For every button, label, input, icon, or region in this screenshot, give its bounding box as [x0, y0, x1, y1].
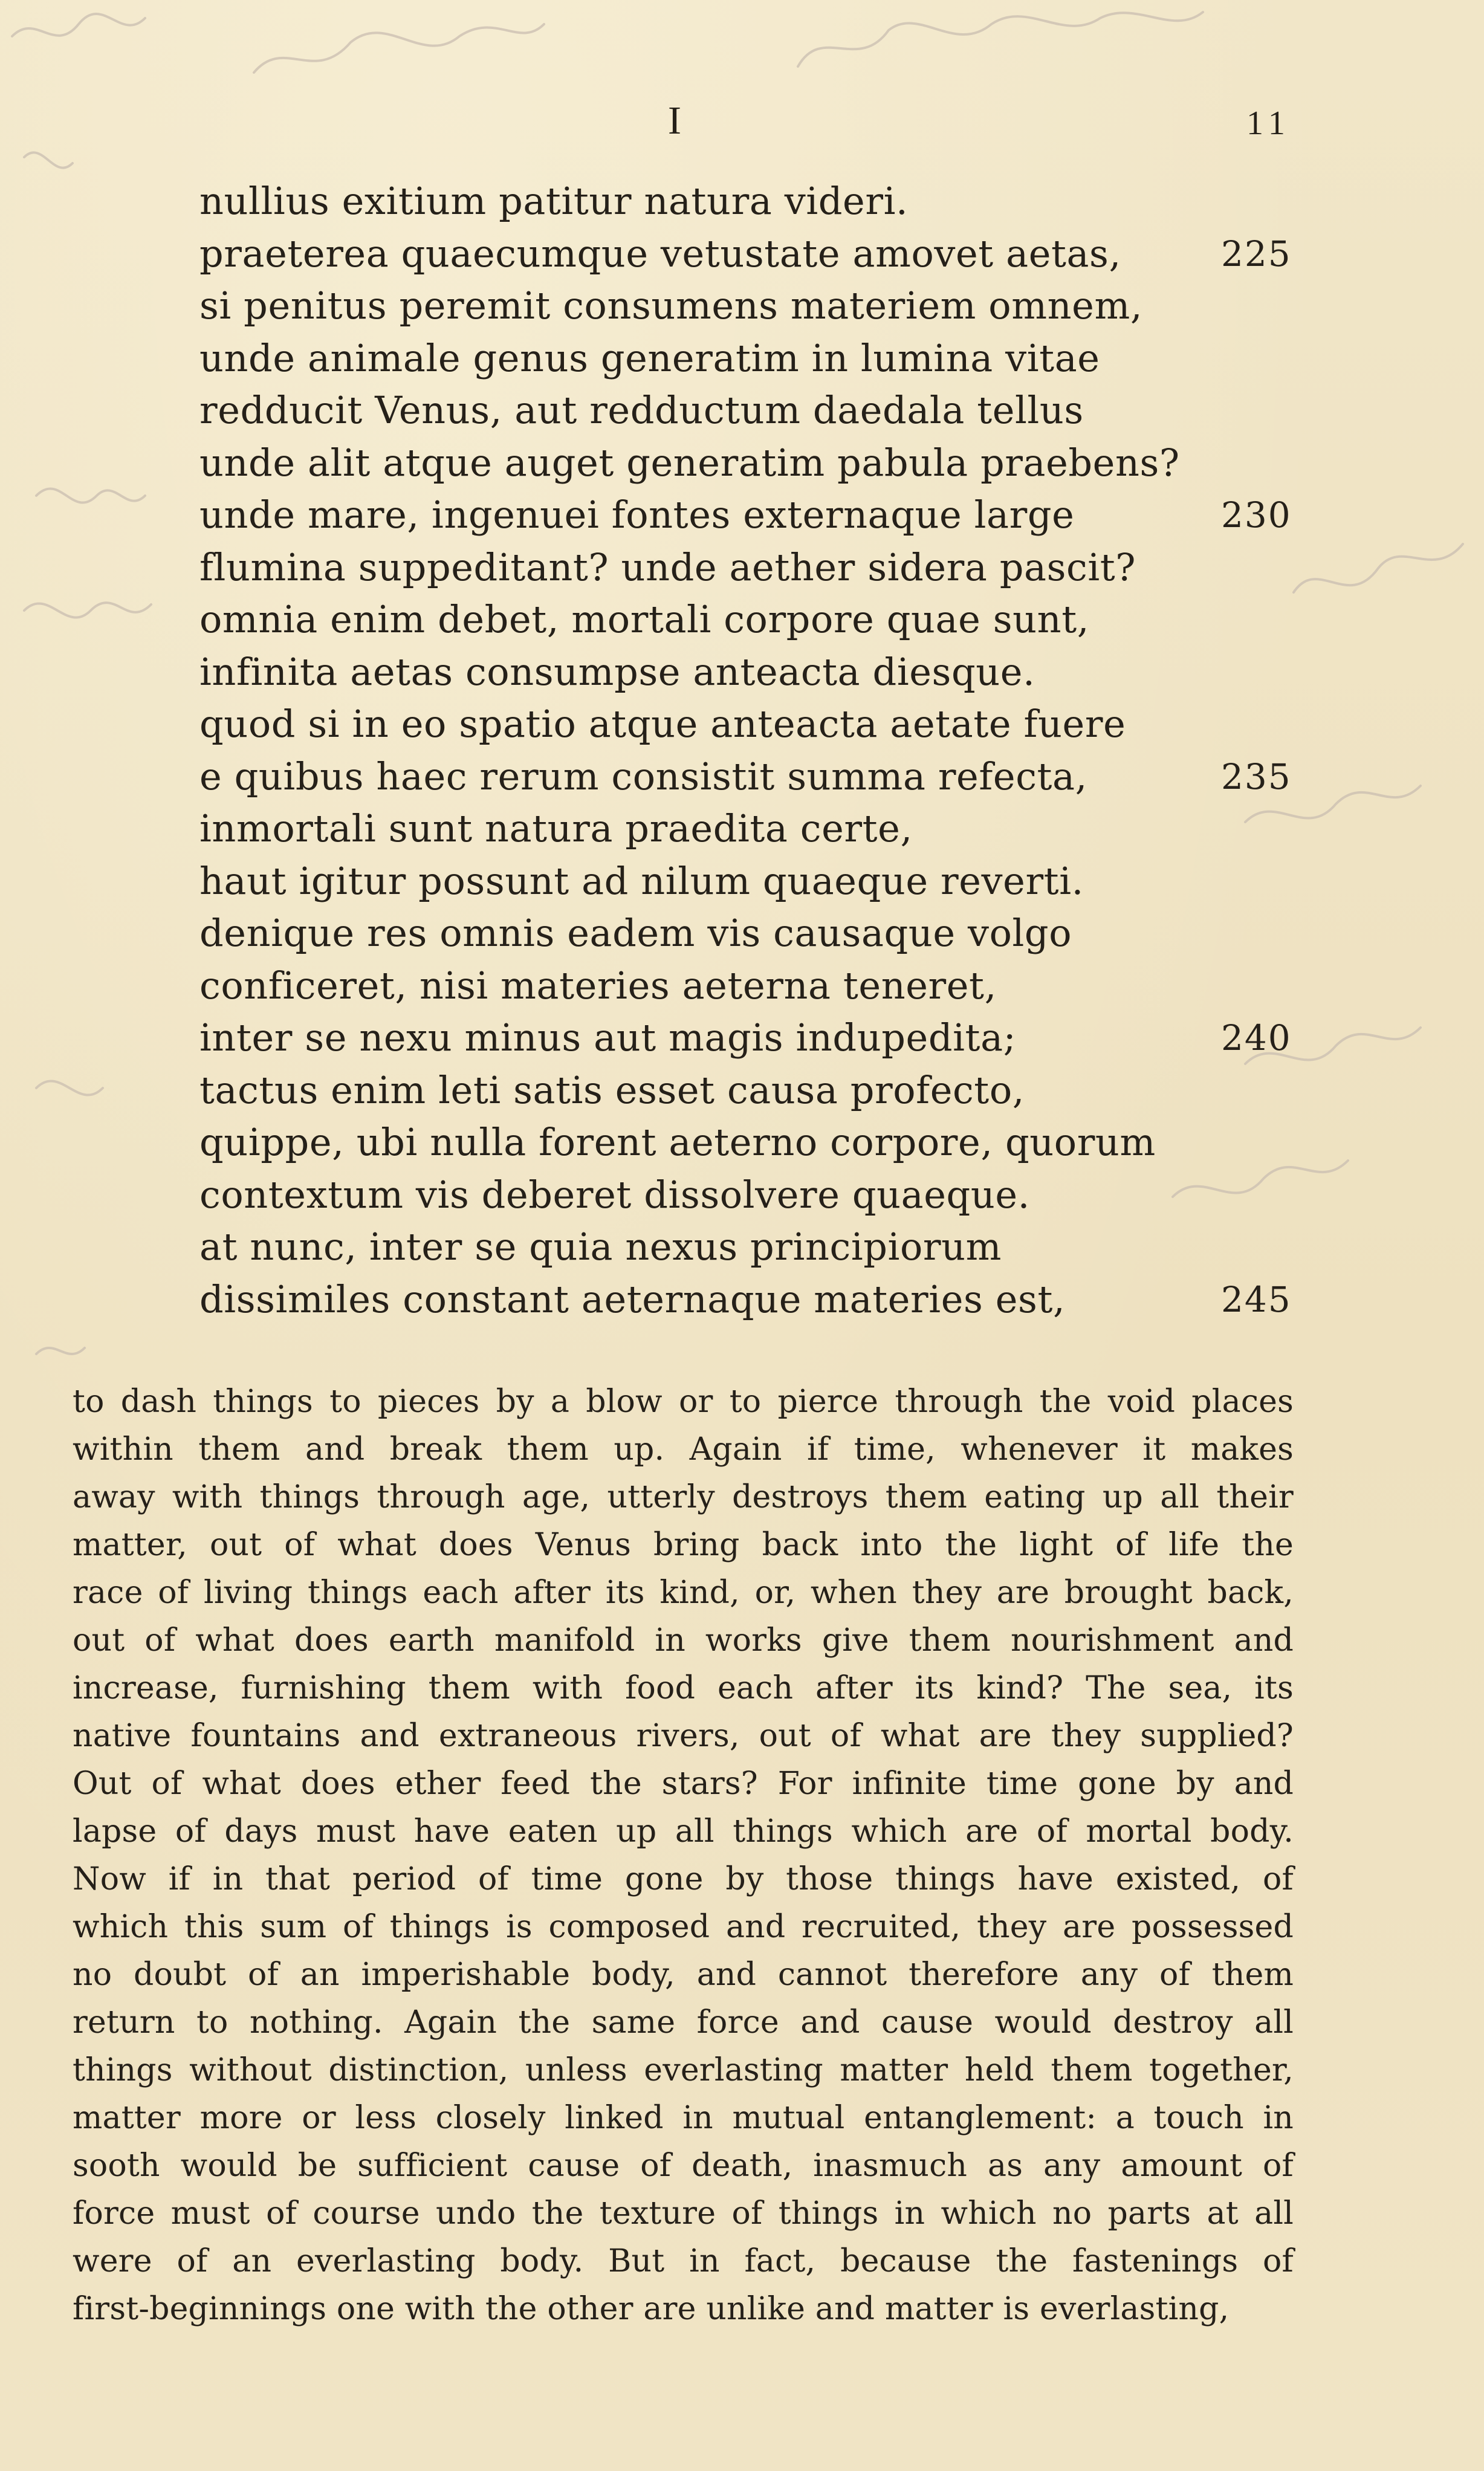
line-number: 245	[1221, 1278, 1292, 1320]
translation-line: lapse of days must have eaten up all things which are of mortal body.	[73, 1813, 1294, 1850]
translation-line: no doubt of an imperishable body, and cannot therefore any of them	[73, 1957, 1294, 1993]
translation-line: within them and break them up. Again if time, whenever it makes	[73, 1431, 1294, 1468]
translation-line: which this sum of things is composed and recruited, they are possessed	[73, 1909, 1294, 1945]
running-head: I	[668, 99, 681, 143]
verse-line	[199, 960, 1324, 1012]
english-translation	[73, 1378, 1294, 2327]
translation-line: first-beginnings one with the other are unlike and matter is everlasting,	[73, 2291, 1230, 2327]
verse-line	[199, 751, 1324, 803]
verse-line	[199, 437, 1324, 490]
translation-line: out of what does earth manifold in works give them nourishment and	[73, 1622, 1294, 1659]
translation-line: matter more or less closely linked in mutual entanglement: a touch in	[73, 2100, 1294, 2136]
verse-text: quippe, ubi nulla forent aeterno corpore, quorum	[199, 1120, 1156, 1164]
pencil-scribble-top-right	[798, 12, 1203, 66]
verse-line	[199, 228, 1324, 280]
verse-text: inter se nexu minus aut magis indupedita;	[199, 1015, 1017, 1060]
translation-line: return to nothing. Again the same force and cause would destroy all	[73, 2004, 1294, 2041]
translation-line: away with things through age, utterly destroys them eating up all their	[73, 1479, 1294, 1515]
line-number: 240	[1221, 1017, 1292, 1058]
verse-text: praeterea quaecumque vetustate amovet aetas,	[199, 231, 1121, 276]
pencil-scribble-top	[254, 24, 544, 73]
verse-text: dissimiles constant aeternaque materies est,	[199, 1277, 1066, 1321]
verse-line	[199, 542, 1324, 594]
verse-line	[199, 646, 1324, 699]
pencil-scribble-left-2	[36, 488, 145, 502]
verse-line	[199, 907, 1324, 960]
pencil-scribble-left-4	[36, 1081, 103, 1095]
pencil-scribble-top-left	[12, 14, 145, 36]
verse-line	[199, 332, 1324, 385]
page-number: 11	[1246, 105, 1291, 142]
verse-text: omnia enim debet, mortali corpore quae sunt,	[199, 597, 1090, 641]
translation-line: things without distinction, unless everlasting matter held them together,	[73, 2052, 1294, 2088]
verse-text: contextum vis deberet dissolvere quaeque.	[199, 1172, 1030, 1217]
translation-line: to dash things to pieces by a blow or to pierce through the void places	[73, 1384, 1294, 1420]
verse-text: quod si in eo spatio atque anteacta aetate fuere	[199, 702, 1126, 746]
verse-text: unde alit atque auget generatim pabula praebens?	[199, 440, 1180, 485]
verse-line	[199, 1012, 1324, 1064]
latin-verse-block	[199, 175, 1324, 1326]
translation-line: race of living things each after its kind, or, when they are brought back,	[73, 1575, 1294, 1611]
translation-line: were of an everlasting body. But in fact, because the fastenings of	[73, 2243, 1294, 2279]
verse-text: flumina suppeditant? unde aether sidera pascit?	[199, 545, 1136, 589]
verse-line	[199, 698, 1324, 751]
translation-line: sooth would be sufficient cause of death, inasmuch as any amount of	[73, 2148, 1294, 2184]
verse-line	[199, 1274, 1324, 1326]
pencil-scribble-left-1	[24, 152, 73, 167]
line-number: 235	[1221, 756, 1292, 797]
verse-text: tactus enim leti satis esset causa profecto,	[199, 1067, 1025, 1112]
verse-line	[199, 594, 1324, 646]
pencil-mark-bottom-left	[36, 1348, 85, 1354]
verse-line	[199, 1169, 1324, 1222]
translation-line: Out of what does ether feed the stars? For infinite time gone by and	[73, 1766, 1294, 1802]
verse-text: infinita aetas consumpse anteacta diesque.	[199, 649, 1035, 694]
verse-text: unde mare, ingenuei fontes externaque large	[199, 493, 1075, 537]
verse-line	[199, 855, 1324, 908]
verse-text: conficeret, nisi materies aeterna teneret,	[199, 963, 997, 1008]
line-number: 230	[1221, 494, 1292, 536]
verse-text: unde animale genus generatim in lumina vitae	[199, 335, 1100, 380]
verse-text: e quibus haec rerum consistit summa refecta,	[199, 754, 1087, 798]
pencil-scribble-left-3	[24, 603, 151, 617]
verse-line	[199, 1221, 1324, 1274]
verse-line	[199, 1064, 1324, 1117]
verse-text: redducit Venus, aut redductum daedala tellus	[199, 388, 1084, 432]
verse-text: si penitus peremit consumens materiem omnem,	[199, 283, 1143, 328]
verse-text: at nunc, inter se quia nexus principiorum	[199, 1225, 1002, 1269]
verse-text: denique res omnis eadem vis causaque volgo	[199, 911, 1072, 955]
line-number: 225	[1221, 233, 1292, 274]
translation-line: native fountains and extraneous rivers, out of what are they supplied?	[73, 1718, 1294, 1754]
verse-line	[199, 1116, 1324, 1169]
translation-line: force must of course undo the texture of things in which no parts at all	[73, 2195, 1294, 2232]
verse-line	[199, 803, 1324, 855]
verse-text: haut igitur possunt ad nilum quaeque reverti.	[199, 858, 1084, 903]
verse-line	[199, 175, 1324, 228]
translation-line: Now if in that period of time gone by those things have existed, of	[73, 1861, 1294, 1897]
translation-line: increase, furnishing them with food each after its kind? The sea, its	[73, 1670, 1294, 1706]
verse-line	[199, 384, 1324, 437]
verse-line	[199, 489, 1324, 542]
translation-line: matter, out of what does Venus bring back into the light of life the	[73, 1527, 1294, 1563]
verse-line	[199, 280, 1324, 332]
verse-text: inmortali sunt natura praedita certe,	[199, 806, 913, 850]
page-header	[0, 97, 1484, 145]
verse-text: nullius exitium patitur natura videri.	[199, 179, 909, 223]
